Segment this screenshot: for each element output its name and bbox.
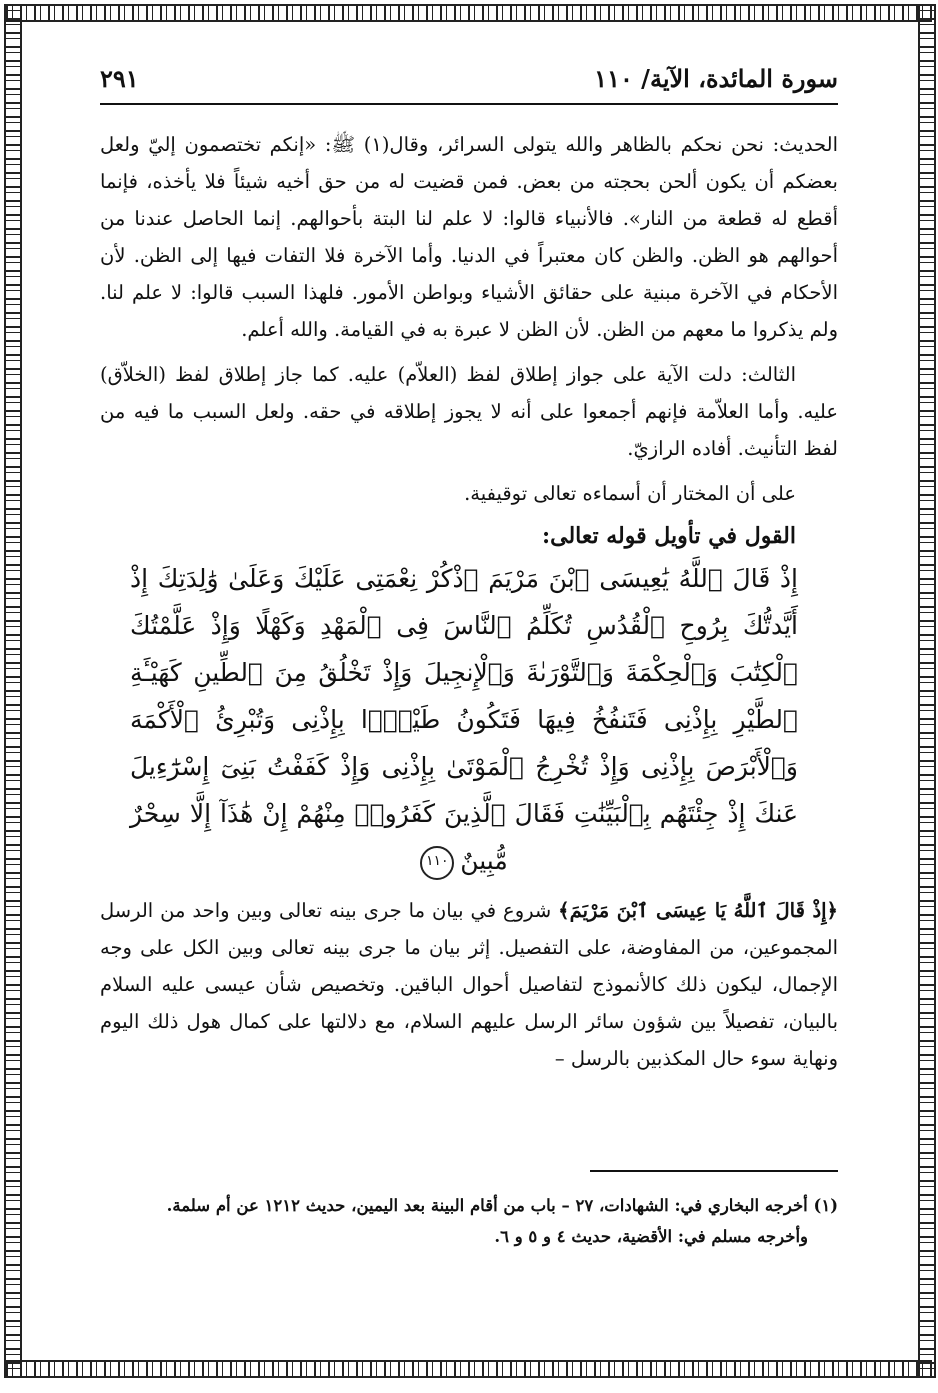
quran-verse bbox=[100, 555, 838, 884]
section-heading: القول في تأويل قوله تعالى: bbox=[542, 523, 796, 549]
paragraph-tafsir bbox=[100, 892, 838, 1077]
footnote-1: (١) أخرجه البخاري في: الشهادات، ٢٧ – باب من أقام البينة بعد اليمين، حديث ١٢١٢ عن أم سلمة. bbox=[166, 1196, 838, 1215]
ayah-number-mark: ١١٠ bbox=[420, 846, 454, 880]
surah-title: سورة المائدة، الآية/ ١١٠ bbox=[594, 64, 838, 93]
footnotes bbox=[100, 1190, 838, 1252]
paragraph-hadith: الحديث: نحن نحكم بالظاهر والله يتولى السرائر، وقال(١) ﷺ: «إنكم تختصمون إليّ ولعل بعضكم أن يكون ألحن بحجته من بعض. فمن قضيت له من حق أخيه شيئاً فلا يأخذه، فإنما أقطع له قطعة من النار». فالأنبياء قالوا: لا علم لنا البتة بأحوالهم. إنما الحاصل عندنا من أحوالهم هو الظن. والظن كان معتبراً في الدنيا. وأما الآخرة فلا التفات فيها إلى الظن. لأن الأحكام في الآخرة مبنية على حقائق الأشياء وبواطن الأمور. فلهذا السبب قالوا: لا علم لنا. ولم يذكروا ما معهم من الظن. لأن الظن لا عبرة به في القيامة. والله أعلم. bbox=[100, 133, 838, 341]
page-number: ٢٩١ bbox=[100, 64, 139, 93]
ornamental-border-bottom bbox=[6, 1360, 932, 1378]
paragraph-tawqifiyya: على أن المختار أن أسماءه تعالى توقيفية. bbox=[464, 482, 796, 505]
main-text bbox=[100, 126, 838, 1077]
tafsir-text: شروع في بيان ما جرى بينه تعالى وبين واحد من الرسل المجموعين، من المفاوضة، على التفصيل. إثر بيان ما جرى بينه تعالى وبين الكل على وجه الإجمال، ليكون ذلك كالأنموذج لتفاصيل أحوال الباقين. وتخصيص شأن عيسى عليه السلام بالبيان، تفصيلاً بين شؤون سائر الرسل عليهم السلام، مع دلالتها على كمال هول ذلك اليوم ونهاية سوء حال المكذبين بالرسل – bbox=[100, 899, 838, 1070]
ornamental-border-right bbox=[918, 4, 936, 1378]
quran-verse-text: إِذْ قَالَ ٱللَّهُ يَٰعِيسَى ٱبْنَ مَرْيَمَ ٱذْكُرْ نِعْمَتِى عَلَيْكَ وَعَلَىٰ وَٰلِدَتِكَ إِذْ أَيَّدتُّكَ بِرُوحِ ٱلْقُدُسِ تُكَلِّمُ ٱلنَّاسَ فِى ٱلْمَهْدِ وَكَهْلًا وَإِذْ عَلَّمْتُكَ ٱلْكِتَٰبَ وَٱلْحِكْمَةَ وَٱلتَّوْرَىٰةَ وَٱلْإِنجِيلَ وَإِذْ تَخْلُقُ مِنَ ٱلطِّينِ كَهَيْـَٔةِ ٱلطَّيْرِ بِإِذْنِى فَتَنفُخُ فِيهَا فَتَكُونُ طَيْرًۢا بِإِذْنِى وَتُبْرِئُ ٱلْأَكْمَهَ وَٱلْأَبْرَصَ بِإِذْنِى وَإِذْ تُخْرِجُ ٱلْمَوْتَىٰ بِإِذْنِى وَإِذْ كَفَفْتُ بَنِىٓ إِسْرَٰٓءِيلَ عَنكَ إِذْ جِئْتَهُم بِٱلْبَيِّنَٰتِ فَقَالَ ٱلَّذِينَ كَفَرُوا۟ مِنْهُمْ إِنْ هَٰذَآ إِلَّا سِحْرٌ مُّبِينٌ bbox=[130, 564, 798, 875]
header-divider bbox=[100, 103, 838, 105]
ornamental-border-top bbox=[6, 4, 932, 22]
footnote-1-continued: وأخرجه مسلم في: الأقضية، حديث ٤ و ٥ و ٦. bbox=[494, 1227, 808, 1246]
paragraph-third-point: الثالث: دلت الآية على جواز إطلاق لفظ (العلاّم) عليه. كما جاز إطلاق لفظ (الخلاّق) عليه. وأما العلاّمة فإنهم أجمعوا على أنه لا يجوز إطلاقه في حقه. ولعل السبب ما فيه من لفظ التأنيث. أفاده الرازيّ. bbox=[100, 363, 838, 460]
quoted-verse-phrase: ﴿إِذْ قَالَ ٱللَّهُ يَا عِيسَى ٱبْنَ مَرْيَمَ﴾ bbox=[558, 899, 838, 922]
page-header bbox=[100, 64, 838, 104]
ornamental-border-left bbox=[4, 4, 22, 1378]
footnote-divider bbox=[590, 1170, 838, 1172]
